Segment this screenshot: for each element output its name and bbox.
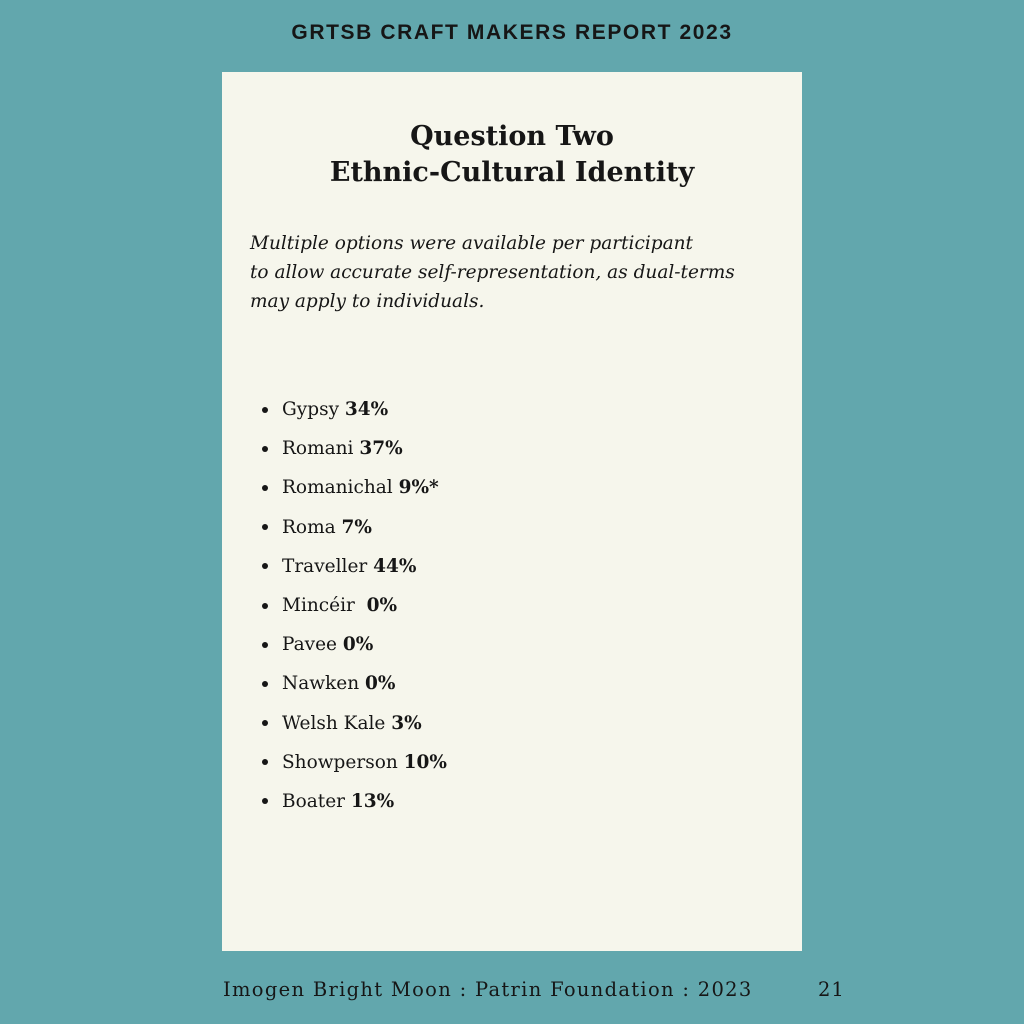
identity-list	[262, 390, 447, 821]
identity-label: Traveller	[282, 555, 374, 577]
bullet-icon	[262, 642, 268, 648]
identity-label: Romanichal	[282, 477, 399, 499]
identity-label: Nawken	[282, 673, 366, 695]
bullet-icon	[262, 524, 268, 530]
bullet-icon	[262, 563, 268, 569]
list-item	[262, 586, 447, 625]
identity-label: Romani	[282, 438, 360, 460]
bullet-icon	[262, 446, 268, 452]
bullet-icon	[262, 681, 268, 687]
bullet-icon	[262, 603, 268, 609]
list-item	[262, 390, 447, 429]
bullet-icon	[262, 759, 268, 765]
identity-label: Showperson	[282, 751, 404, 773]
identity-percent: 13%	[350, 790, 395, 812]
identity-label: Roma	[282, 516, 342, 538]
list-item	[262, 429, 447, 468]
list-item	[262, 547, 447, 586]
footer-credit: Imogen Bright Moon : Patrin Foundation : 2023	[223, 978, 753, 1001]
bullet-icon	[262, 407, 268, 413]
identity-percent: 9%*	[398, 477, 439, 499]
identity-percent: 44%	[373, 555, 417, 577]
identity-label: Mincéir	[282, 594, 367, 616]
question-number: Question Two	[410, 121, 614, 152]
identity-label: Pavee	[282, 634, 343, 656]
identity-percent: 0%	[366, 594, 398, 616]
question-title	[222, 119, 802, 191]
identity-label: Gypsy	[282, 399, 345, 420]
identity-percent: 0%	[365, 673, 396, 695]
intro-line: to allow accurate self-representation, as dual-terms	[250, 262, 735, 283]
list-item	[262, 468, 447, 507]
identity-percent: 3%	[391, 712, 422, 734]
identity-label: Welsh Kale	[282, 712, 392, 734]
bullet-icon	[262, 720, 268, 726]
list-item	[262, 743, 447, 782]
bullet-icon	[262, 485, 268, 491]
bullet-icon	[262, 798, 268, 804]
page-number: 21	[818, 978, 845, 1001]
intro-note	[250, 229, 780, 316]
intro-line: may apply to individuals.	[250, 291, 485, 312]
list-item	[262, 664, 447, 703]
identity-percent: 10%	[403, 751, 447, 773]
question-topic: Ethnic-Cultural Identity	[329, 157, 695, 188]
identity-percent: 34%	[344, 399, 389, 420]
identity-percent: 37%	[359, 438, 403, 460]
identity-percent: 7%	[341, 516, 372, 538]
intro-line: Multiple options were available per participant	[250, 233, 693, 254]
content-card	[222, 72, 802, 951]
list-item	[262, 625, 447, 664]
identity-percent: 0%	[342, 634, 374, 656]
report-title: GRTSB CRAFT MAKERS REPORT 2023	[291, 21, 733, 44]
list-item	[262, 704, 447, 743]
list-item	[262, 782, 447, 821]
identity-label: Boater	[282, 790, 351, 812]
list-item	[262, 508, 447, 547]
